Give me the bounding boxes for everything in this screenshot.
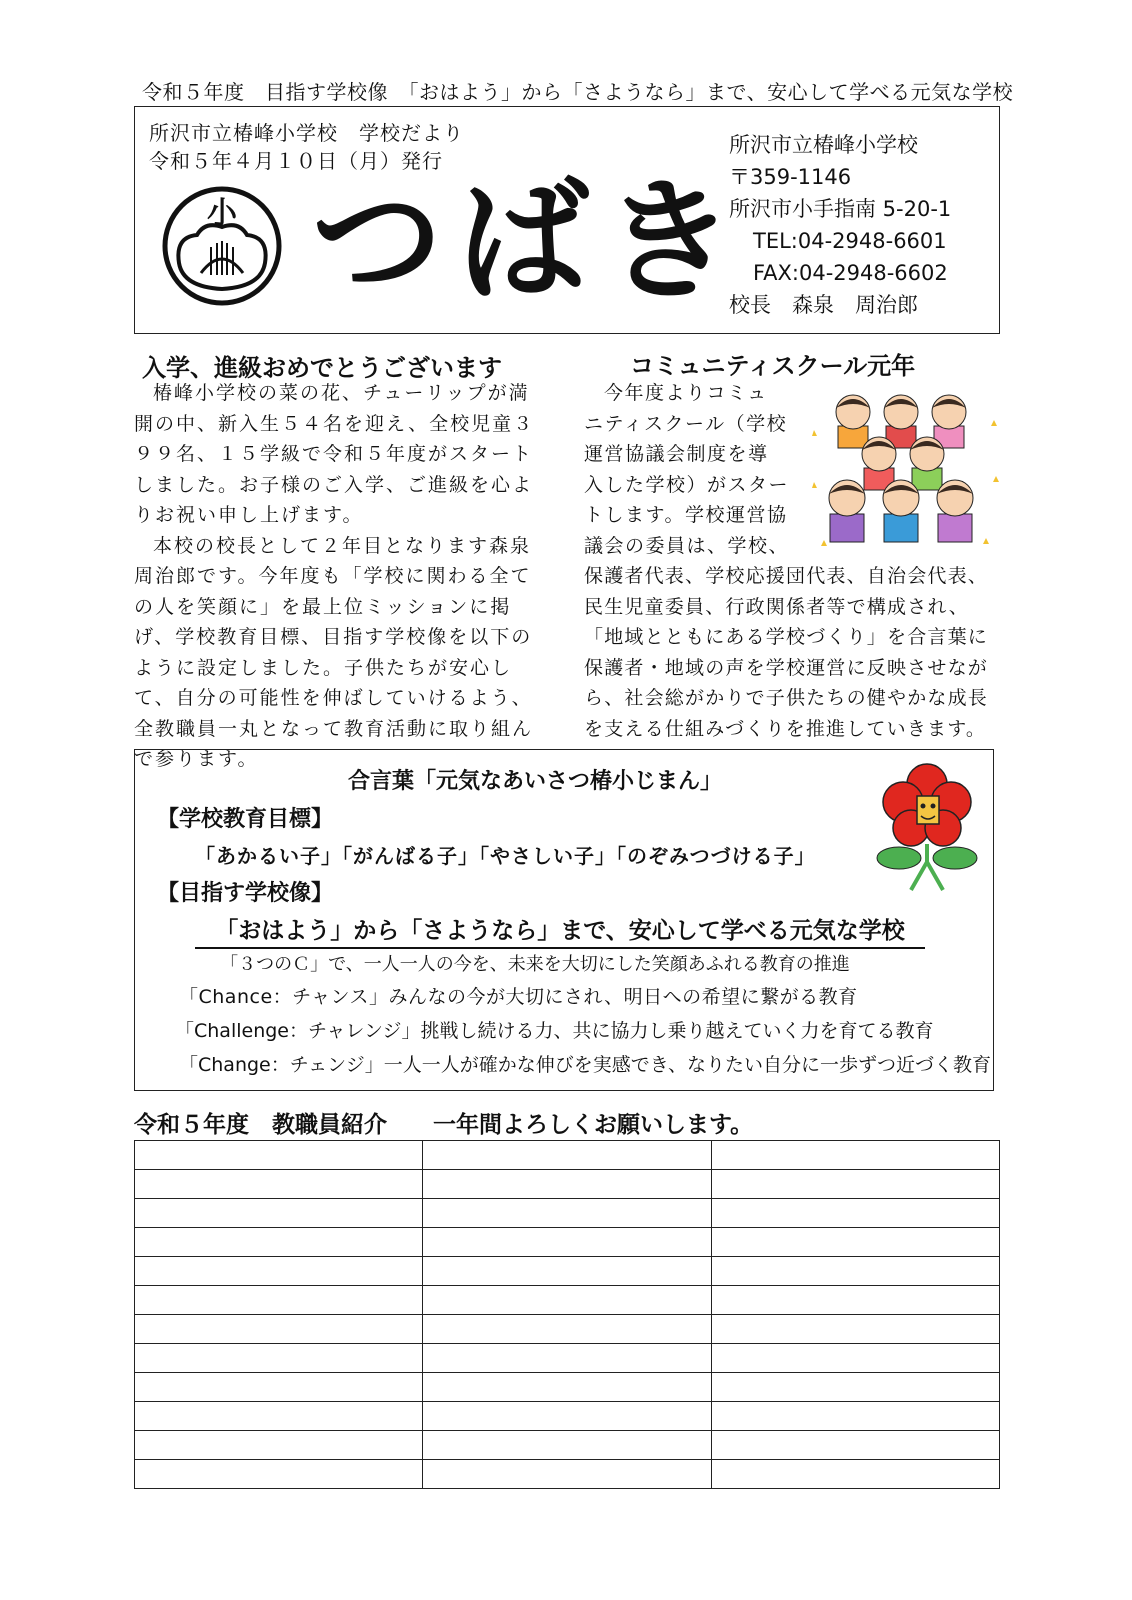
school-motto-header: 令和５年度 目指す学校像 「おはよう」から「さようなら」まで、安心して学べる元気な学校	[142, 80, 1014, 104]
three-c-intro: 「３つのＣ」で、一人一人の今を、未来を大切にした笑顔あふれる教育の推進	[220, 954, 850, 975]
table-row	[135, 1257, 1000, 1286]
issue-date: 令和５年４月１０日（月）発行	[149, 149, 443, 173]
table-cell	[423, 1460, 711, 1489]
community-body-rest: 保護者代表、学校応援団代表、自治会代表、民生児童委員、行政関係者等で構成され、「地域とともにある学校づくり」を合言葉に保護者・地域の声を学校運営に反映させながら、社会総がかりで子供たちの健やかな成長を支える仕組みづくりを推進していきます。	[584, 565, 989, 740]
newsletter-title: つばき	[311, 165, 749, 319]
table-cell	[423, 1228, 711, 1257]
welcome-paragraph-2: 本校の校長として２年目となります森泉周治郎です。今年度も「学校に関わる全ての人を笑顔に」を最上位ミッションに掲げ、学校教育目標、目指す学校像を以下のように設定しました。子供たちが安心して、自分の可能性を伸ばしていけるよう、全教職員一丸となって教育活動に取り組んで参ります。	[134, 534, 534, 770]
table-cell	[135, 1199, 423, 1228]
postal-code: 〒359-1146	[729, 165, 852, 189]
newsletter-label: 所沢市立椿峰小学校 学校だより	[149, 121, 464, 145]
community-line: トします。学校運営協	[584, 504, 788, 526]
table-row	[135, 1373, 1000, 1402]
school-fax: FAX:04-2948-6602	[753, 261, 948, 285]
table-cell	[711, 1286, 999, 1315]
table-cell	[135, 1170, 423, 1199]
table-row	[135, 1170, 1000, 1199]
table-row	[135, 1286, 1000, 1315]
table-row	[135, 1431, 1000, 1460]
table-cell	[135, 1286, 423, 1315]
table-cell	[711, 1460, 999, 1489]
table-cell	[423, 1286, 711, 1315]
staff-introduction-heading: 令和５年度 教職員紹介 一年間よろしくお願いします。	[134, 1112, 754, 1138]
table-cell	[711, 1228, 999, 1257]
table-row	[135, 1460, 1000, 1489]
table-row	[135, 1141, 1000, 1170]
community-line: 入した学校）がスター	[584, 473, 790, 496]
welcome-heading: 入学、進級おめでとうございます	[142, 354, 502, 382]
table-cell	[423, 1141, 711, 1170]
community-school-heading: コミュニティスクール元年	[630, 352, 916, 380]
table-cell	[711, 1170, 999, 1199]
community-line: 議会の委員は、学校、	[584, 534, 790, 557]
education-goal-heading: 【学校教育目標】	[157, 807, 334, 832]
table-cell	[135, 1402, 423, 1431]
table-cell	[711, 1141, 999, 1170]
school-tel: TEL:04-2948-6601	[753, 229, 947, 253]
masthead	[134, 106, 1000, 334]
table-cell	[135, 1344, 423, 1373]
table-cell	[711, 1373, 999, 1402]
table-cell	[135, 1431, 423, 1460]
community-line: 運営協議会制度を導	[584, 443, 769, 465]
slogan-title: 合言葉「元気なあいさつ椿小じまん」	[347, 769, 722, 794]
table-cell	[423, 1257, 711, 1286]
table-cell	[135, 1141, 423, 1170]
community-line: 今年度よりコミュ	[604, 382, 768, 404]
emblem-character: 小	[207, 196, 237, 231]
community-line: ニティスクール（学校	[584, 412, 788, 435]
table-cell	[711, 1431, 999, 1460]
table-cell	[711, 1344, 999, 1373]
welcome-paragraph-1: 椿峰小学校の菜の花、チューリップが満開の中、新入生５４名を迎え、全校児童３９９名、１５学級で令和５年度がスタートしました。お子様のご入学、ご進級を心よりお祝い申し上げます。	[134, 382, 535, 526]
welcome-body	[134, 378, 544, 775]
chance-line: 「Chance：チャンス」みんなの今が大切にされ、明日への希望に繋がる教育	[179, 986, 858, 1008]
table-cell	[711, 1402, 999, 1431]
table-cell	[135, 1257, 423, 1286]
table-cell	[423, 1315, 711, 1344]
education-goal-text: 「あかるい子」「がんばる子」「やさしい子」「のぞみつづける子」	[195, 844, 816, 868]
community-body-top	[584, 378, 802, 561]
school-vision-heading: 【目指す学校像】	[157, 881, 334, 906]
table-cell	[135, 1228, 423, 1257]
table-row	[135, 1199, 1000, 1228]
challenge-line: 「Challenge：チャレンジ」挑戦し続ける力、共に協力し乗り越えていく力を育てる教育	[175, 1020, 934, 1042]
table-cell	[135, 1373, 423, 1402]
table-cell	[711, 1199, 999, 1228]
table-row	[135, 1344, 1000, 1373]
table-cell	[423, 1431, 711, 1460]
children-illustration-icon	[808, 390, 1002, 550]
table-row	[135, 1315, 1000, 1344]
school-contact	[729, 129, 951, 321]
camellia-mascot-icon	[873, 762, 981, 894]
table-cell	[423, 1170, 711, 1199]
table-cell	[423, 1344, 711, 1373]
table-row	[135, 1402, 1000, 1431]
table-cell	[423, 1373, 711, 1402]
principal-name: 校長 森泉 周治郎	[729, 293, 918, 317]
table-cell	[711, 1315, 999, 1344]
staff-table	[134, 1140, 1000, 1489]
table-cell	[135, 1315, 423, 1344]
table-cell	[135, 1460, 423, 1489]
table-row	[135, 1228, 1000, 1257]
school-name: 所沢市立椿峰小学校	[729, 133, 918, 157]
school-vision-text: 「おはよう」から「さようなら」まで、安心して学べる元気な学校	[195, 912, 925, 949]
table-cell	[423, 1199, 711, 1228]
table-cell	[423, 1402, 711, 1431]
table-cell	[711, 1257, 999, 1286]
school-vision-box	[134, 749, 994, 1091]
school-emblem-icon	[161, 185, 283, 307]
change-line: 「Change：チェンジ」一人一人が確かな伸びを実感でき、なりたい自分に一歩ずつ近づく教育	[179, 1054, 991, 1076]
school-address: 所沢市小手指南 5-20-1	[729, 197, 952, 221]
